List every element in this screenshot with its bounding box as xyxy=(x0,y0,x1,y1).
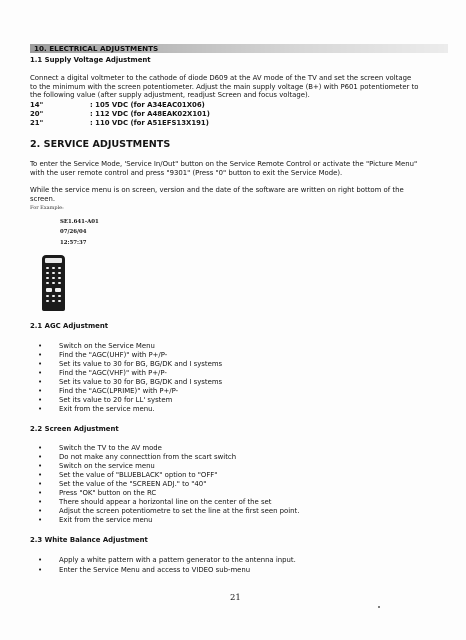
list-item xyxy=(38,471,217,480)
remote-key xyxy=(58,272,61,274)
list-item-text: Set its value to 30 for BG, BG/DK and I systems xyxy=(59,360,223,368)
list-item-text: Apply a white pattern with a pattern generator to the antenna input. xyxy=(59,556,296,564)
paragraph-line: the following value (after supply adjustment, readjust Screen and focus voltage). xyxy=(30,91,310,100)
scan-speck xyxy=(378,606,380,608)
remote-key xyxy=(46,267,49,269)
remote-key xyxy=(46,300,49,302)
software-version-paragraph xyxy=(30,186,448,203)
example-label: For Example: xyxy=(30,205,64,211)
service-adjustments-heading: 2. SERVICE ADJUSTMENTS xyxy=(30,139,171,150)
bullet: • xyxy=(38,369,43,377)
list-item-text: Find the "AGC(UHF)" with P+/P- xyxy=(59,351,168,359)
list-item-text: Do not make any connecttion from the scart switch xyxy=(59,453,237,461)
list-item-text: There should appear a horizontal line on the center of the set xyxy=(59,498,272,506)
remote-key xyxy=(52,300,55,302)
list-item-text: Set its value to 20 for LL' system xyxy=(59,396,173,404)
list-item xyxy=(38,387,178,396)
list-item-text: Set the value of "BLUEBLACK" option to "OFF" xyxy=(59,471,218,479)
bullet: • xyxy=(38,396,43,404)
remote-key xyxy=(52,272,55,274)
list-item xyxy=(38,566,250,575)
list-item xyxy=(38,360,222,369)
bullet: • xyxy=(38,462,43,470)
list-item xyxy=(38,556,296,565)
voltage-row xyxy=(30,101,205,110)
remote-display xyxy=(45,258,62,263)
remote-key xyxy=(46,288,52,292)
bullet: • xyxy=(38,378,43,386)
paragraph-line: screen. xyxy=(30,194,56,203)
voltage-row xyxy=(30,110,210,119)
remote-key xyxy=(58,277,61,279)
bullet: • xyxy=(38,351,43,359)
bullet: • xyxy=(38,342,43,350)
list-item-text: Set its value to 30 for BG, BG/DK and I systems xyxy=(59,378,223,386)
bullet: • xyxy=(38,387,43,395)
screen-adjustment-heading: 2.2 Screen Adjustment xyxy=(30,425,119,433)
agc-heading: 2.1 AGC Adjustment xyxy=(30,322,109,330)
remote-key xyxy=(58,267,61,269)
remote-key xyxy=(55,288,61,292)
list-item xyxy=(38,444,162,453)
list-item-text: Press "OK" button on the RC xyxy=(59,489,157,497)
paragraph-line: with the user remote control and press "9301" (Press "0" button to exit the Service Mode). xyxy=(30,168,343,177)
bullet: • xyxy=(38,471,43,479)
bullet: • xyxy=(38,444,43,452)
list-item xyxy=(38,507,299,516)
list-item xyxy=(38,351,167,360)
list-item-text: Set the value of the "SCREEN ADJ." to "40" xyxy=(59,480,207,488)
list-item xyxy=(38,396,172,405)
remote-key xyxy=(58,295,61,297)
bullet: • xyxy=(38,556,43,564)
list-item xyxy=(38,369,167,378)
example-version: SE1.641-A01 xyxy=(60,219,99,225)
remote-key xyxy=(46,282,49,284)
bullet: • xyxy=(38,453,43,461)
voltage-row xyxy=(30,119,209,128)
paragraph-line: To enter the Service Mode, 'Service In/Out" button on the Service Remote Control or activate the "Picture Menu" xyxy=(30,160,418,168)
list-item xyxy=(38,489,156,498)
list-item-text: Switch on the Service Menu xyxy=(59,342,155,350)
remote-key xyxy=(46,295,49,297)
sub-heading-supply-voltage: 1.1 Supply Voltage Adjustment xyxy=(30,56,151,64)
supply-voltage-paragraph xyxy=(30,74,448,100)
bullet: • xyxy=(38,405,43,413)
remote-key xyxy=(46,277,49,279)
list-item xyxy=(38,480,206,489)
bullet: • xyxy=(38,516,43,524)
remote-control-image xyxy=(42,255,65,311)
voltage-value: : 110 VDC (for A51EFS13X191) xyxy=(90,119,209,127)
tv-size: 21" xyxy=(30,119,44,127)
list-item-text: Switch on the service menu xyxy=(59,462,155,470)
service-mode-paragraph xyxy=(30,160,448,177)
list-item-text: Exit from the service menu xyxy=(59,516,153,524)
bullet: • xyxy=(38,507,43,515)
voltage-value: : 112 VDC (for A48EAK02X101) xyxy=(90,110,210,118)
list-item xyxy=(38,342,155,351)
remote-key xyxy=(52,295,55,297)
remote-key xyxy=(58,282,61,284)
example-date: 07/26/04 xyxy=(60,229,87,235)
bullet: • xyxy=(38,489,43,497)
list-item xyxy=(38,378,222,387)
list-item-text: Find the "AGC(LPRIME)" with P+/P- xyxy=(59,387,179,395)
remote-key xyxy=(52,282,55,284)
list-item-text: Adjsut the screen potentiometre to set the line at the first seen point. xyxy=(59,507,300,515)
list-item xyxy=(38,498,272,507)
paragraph-line: Connect a digital voltmeter to the cathode of diode D609 at the AV mode of the TV and set the screen voltage xyxy=(30,74,412,82)
paragraph-line: to the minimum with the screen potentiometer. Adjust the main supply voltage (B+) with P601 potentiometer to xyxy=(30,82,419,91)
voltage-value: : 105 VDC (for A34EAC01X06) xyxy=(90,101,205,109)
list-item-text: Exit from the service menu. xyxy=(59,405,155,413)
list-item xyxy=(38,462,155,471)
section-heading: 10. ELECTRICAL ADJUSTMENTS xyxy=(34,44,159,53)
remote-key xyxy=(52,267,55,269)
tv-size: 20" xyxy=(30,110,44,118)
remote-key xyxy=(58,300,61,302)
page-number: 21 xyxy=(230,593,241,603)
white-balance-heading: 2.3 White Balance Adjustment xyxy=(30,536,148,544)
remote-key xyxy=(52,277,55,279)
list-item-text: Enter the Service Menu and access to VIDEO sub-menu xyxy=(59,566,251,574)
bullet: • xyxy=(38,360,43,368)
example-time: 12:57:37 xyxy=(60,240,87,246)
bullet: • xyxy=(38,480,43,488)
list-item-text: Find the "AGC(VHF)" with P+/P- xyxy=(59,369,167,377)
list-item-text: Switch the TV to the AV mode xyxy=(59,444,162,452)
list-item xyxy=(38,405,155,414)
bullet: • xyxy=(38,498,43,506)
paragraph-line: While the service menu is on screen, version and the date of the software are written on right bottom of the xyxy=(30,186,404,194)
list-item xyxy=(38,453,236,462)
section-banner xyxy=(30,44,448,53)
remote-key xyxy=(46,272,49,274)
list-item xyxy=(38,516,153,525)
tv-size: 14" xyxy=(30,101,44,109)
bullet: • xyxy=(38,566,43,574)
